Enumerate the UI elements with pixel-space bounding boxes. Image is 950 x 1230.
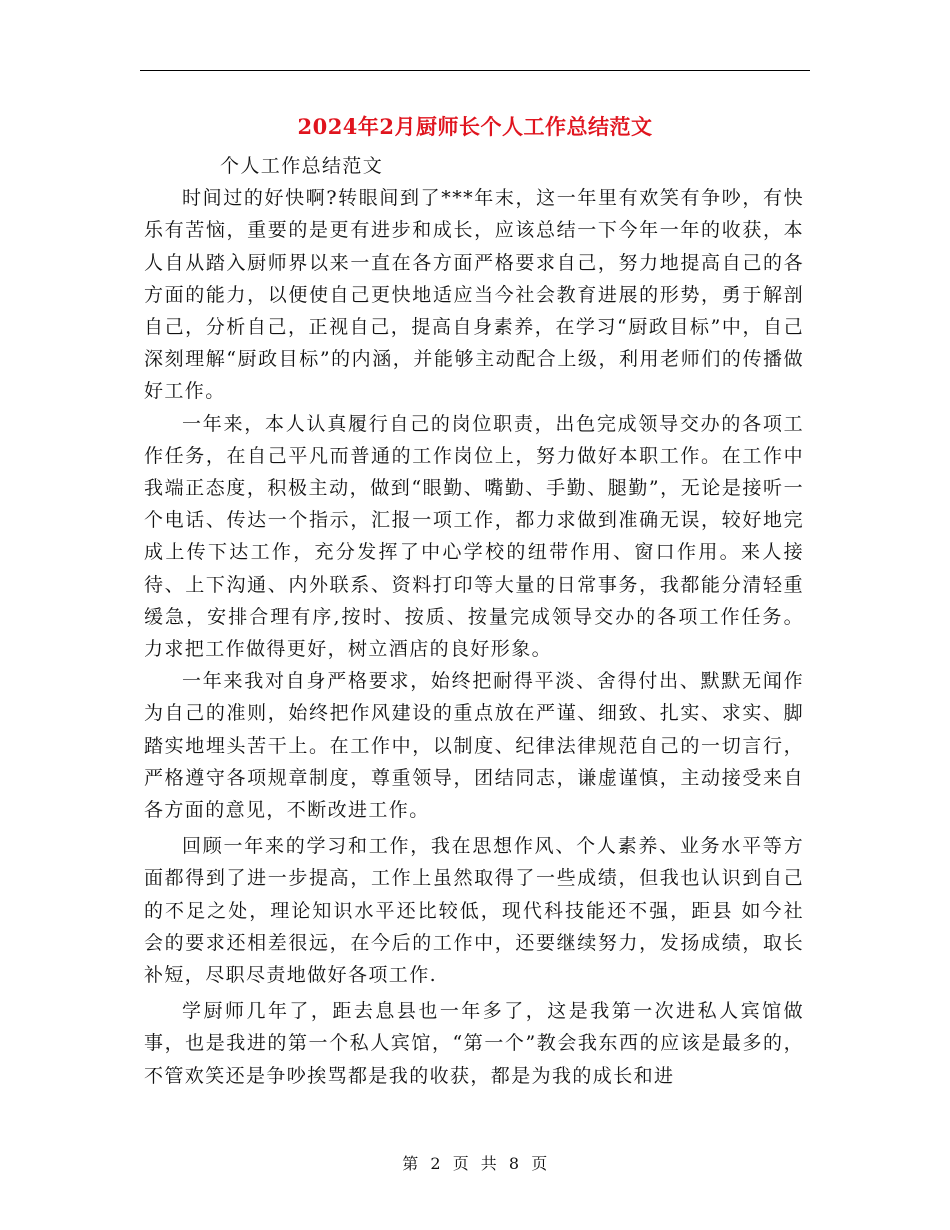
paragraph-2: 一年来，本人认真履行自己的岗位职责，出色完成领导交办的各项工作任务，在自己平凡而普通的工作岗位上，努力做好本职工作。在工作中我端正态度，积极主动，做到“眼勤、嘴勤、手勤、腿勤”，无论是接听一个电话、传达一个指示，汇报一项工作，都力求做到准确无误，较好地完成上传下达工作，充分发挥了中心学校的纽带作用、窗口作用。来人接待、上下沟通、内外联系、资料打印等大量的日常事务，我都能分清轻重缓急，安排合理有序,按时、按质、按量完成领导交办的各项工作任务。力求把工作做得更好，树立酒店的良好形象。 [144,412,804,661]
paragraph-5: 学厨师几年了，距去息县也一年多了，这是我第一次进私人宾馆做事，也是我进的第一个私人宾馆，“第一个”教会我东西的应该是最多的，不管欢笑还是争吵挨骂都是我的收获，都是为我的成长和进 [144,1000,804,1087]
page-label-suffix: 页 [531,1154,548,1173]
header-rule [140,70,810,71]
page-footer [0,1152,950,1176]
total-label: 共 [480,1154,498,1173]
page-label-mid: 页 [452,1154,470,1173]
document-subtitle: 个人工作总结范文 [220,155,384,177]
paragraph-3: 一年来我对自身严格要求，始终把耐得平淡、舍得付出、默默无闻作为自己的准则，始终把作风建设的重点放在严谨、细致、扎实、求实、脚踏实地埋头苦干上。在工作中，以制度、纪律法律规范自己的一切言行，严格遵守各项规章制度，尊重领导，团结同志，谦虚谨慎，主动接受来自各方面的意见，不断改进工作。 [144,670,804,822]
document-title: 2024年2月厨师长个人工作总结范文 [297,114,653,139]
total-pages-number: 8 [508,1154,520,1173]
current-page-number: 2 [430,1154,442,1173]
page-label-prefix: 第 [402,1154,419,1173]
paragraph-4: 回顾一年来的学习和工作，我在思想作风、个人素养、业务水平等方面都得到了进一步提高，工作上虽然取得了一些成绩，但我也认识到自己的不足之处，理论知识水平还比较低，现代科技能还不强，距县 如今社会的要求还相差很远，在今后的工作中，还要继续努力，发扬成绩，取长补短，尽职尽责地做好各项工作. [144,835,804,987]
document-body [144,150,804,1092]
paragraph-1: 时间过的好快啊?转眼间到了***年末，这一年里有欢笑有争吵，有快乐有苦恼，重要的是更有进步和成长，应该总结一下今年一年的收获，本人自从踏入厨师界以来一直在各方面严格要求自己，努力地提高自己的各方面的能力，以便使自己更快地适应当今社会教育进展的形势，勇于解剖自己，分析自己，正视自己，提高自身素养，在学习“厨政目标”中，自己深刻理解“厨政目标”的内涵，并能够主动配合上级，利用老师们的传播做好工作。 [144,187,804,403]
